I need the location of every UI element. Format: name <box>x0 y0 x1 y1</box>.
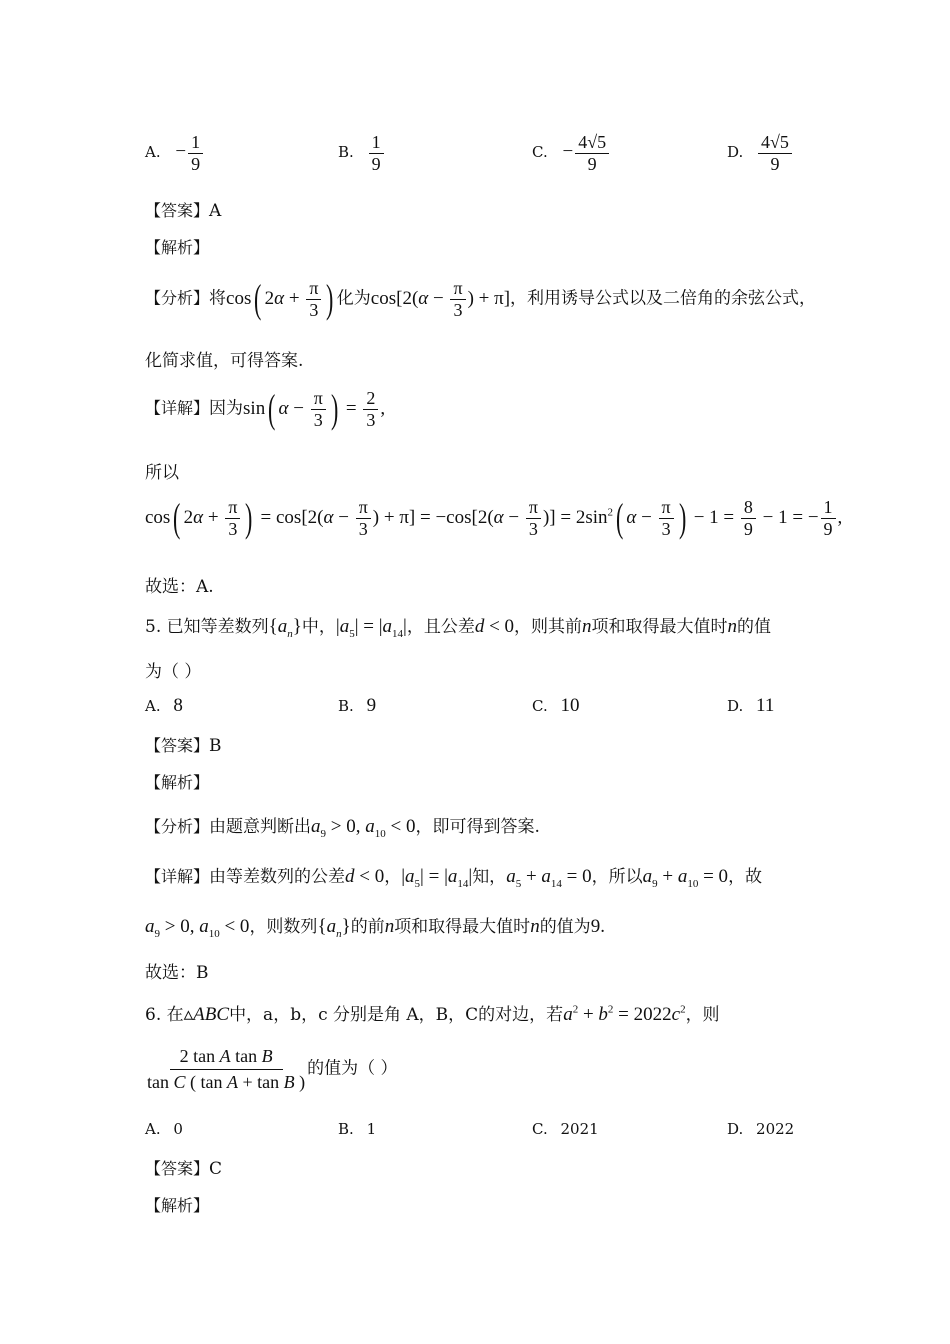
text: 所以 <box>145 463 179 483</box>
q5-option-b <box>338 695 376 717</box>
q4-option-d <box>727 132 794 174</box>
math: d < 0 <box>474 616 515 637</box>
q5-detail <box>145 862 762 890</box>
text: 6. 在 <box>145 1005 184 1025</box>
q4-fenxi-line2 <box>145 346 303 371</box>
q6-answer <box>145 1156 222 1179</box>
q4-option-b <box>338 132 386 174</box>
option-value: 1 <box>366 1120 377 1138</box>
option-sign: − <box>562 141 574 163</box>
option-letter: A. <box>145 697 161 715</box>
q6-option-a <box>145 1120 183 1138</box>
math: sin( α − $\frac{\pi}{3}$ ) = $\frac{2}{3}$ , <box>243 386 386 432</box>
text: 故选：A. <box>145 577 214 597</box>
math: n <box>530 916 540 937</box>
analysis-tag: 【解析】 <box>145 1196 210 1215</box>
option-letter: D. <box>727 143 744 162</box>
text: 由题意判断出 <box>209 817 312 837</box>
numerator: 1 <box>188 132 203 154</box>
q5-option-d <box>727 695 774 717</box>
q6-option-c <box>532 1120 599 1138</box>
denominator: 9 <box>587 153 597 174</box>
option-letter: D. <box>727 697 744 715</box>
text: 中，a，b，c 分别是角 A，B，C的对边，若 <box>229 1005 564 1025</box>
option-letter: C. <box>532 143 548 162</box>
text: 故选：B <box>145 963 209 983</box>
text: 项和取得最大值时 <box>591 617 728 637</box>
math: $a_9 > 0$, $a_{10} < 0$ <box>311 816 416 840</box>
option-fraction <box>188 132 203 174</box>
text: ，且公差 <box>406 617 475 637</box>
math: cos( 2α + $\frac{\pi}{3}$ ) <box>226 276 334 322</box>
text: 的值为 <box>539 917 591 937</box>
fenxi-tag: 【分析】 <box>145 817 210 836</box>
q5-stem <box>145 612 771 640</box>
q4-option-c <box>532 132 611 174</box>
numerator: 4√5 <box>575 132 609 154</box>
text: 的前 <box>350 917 385 937</box>
text: 将 <box>209 288 227 309</box>
math: d < 0 <box>345 866 385 887</box>
text: 中， <box>301 617 336 637</box>
text: ，利用诱导公式以及二倍角的余弦公式， <box>510 288 817 309</box>
text: 化简求值，可得答案. <box>145 351 304 371</box>
math: $\{a_n\}$ <box>268 616 302 640</box>
math: n <box>727 616 738 637</box>
text: 知， <box>472 867 507 887</box>
text: ，则 <box>685 1005 720 1025</box>
math: ▵ABC <box>183 1004 230 1025</box>
text: 的值 <box>737 617 772 637</box>
q5-option-c <box>532 695 580 717</box>
q4-main-equation <box>145 497 842 539</box>
option-value: 8 <box>173 695 183 716</box>
q5-fenxi <box>145 812 540 840</box>
option-value: 2022 <box>756 1120 795 1138</box>
option-letter: D. <box>727 1120 744 1138</box>
q6-fraction: $\frac{\text{2 tan A tan B}}{\text{tan C ( tan A + tan B )}}$ <box>147 1046 306 1092</box>
option-letter: B. <box>338 1120 354 1138</box>
answer-value: C <box>209 1159 223 1179</box>
math: $\{a_n\}$ <box>317 916 351 940</box>
text: 由等差数列的公差 <box>209 867 346 887</box>
math: n <box>384 916 395 937</box>
math: $a^2 + b^2 = 2022c^2$ <box>563 1003 686 1025</box>
analysis-tag: 【解析】 <box>145 773 210 792</box>
math: cos( 2α + $\frac{\pi}{3}$ ) = cos[2(α − $\frac{\pi}{3}$ ) + π] = −cos[2(α − $\frac{\pi}{3}$ )] = $2\sin^2$( α − $\frac{\pi}{3}$ ) − 1 = $\frac{8}{9}$ − 1 = − $\frac{1}{9}$ , <box>145 495 843 541</box>
text: 为（ ） <box>145 662 202 682</box>
denominator: 9 <box>770 153 780 174</box>
answer-value: B <box>209 736 222 756</box>
option-value: 11 <box>756 695 775 716</box>
text: ，则数列 <box>249 917 318 937</box>
q4-fenxi <box>145 278 816 320</box>
q4-suoyi <box>145 458 179 483</box>
option-value: 2021 <box>560 1120 599 1138</box>
text: ，则其前 <box>514 617 583 637</box>
math: cos[2(α − $\frac{\pi}{3}$ ) + π] <box>370 278 511 320</box>
q4-choose <box>145 572 214 597</box>
option-value: 10 <box>560 695 580 716</box>
option-letter: A. <box>145 1120 161 1138</box>
option-value: 9 <box>366 695 377 716</box>
q5-stem-line2 <box>145 657 201 682</box>
answer-tag: 【答案】 <box>145 1159 210 1178</box>
q4-detail <box>145 388 385 430</box>
q5-analysis-heading <box>145 770 209 793</box>
text: ， <box>384 867 402 887</box>
option-sign: − <box>175 141 187 163</box>
q6-option-b <box>338 1120 376 1138</box>
option-fraction <box>575 132 609 174</box>
text: 的值为（ ） <box>307 1058 398 1079</box>
text: 因为 <box>209 398 244 419</box>
option-fraction <box>369 132 384 174</box>
math: $a_5 + a_{14} = 0$ <box>506 866 592 890</box>
option-letter: C. <box>532 697 548 715</box>
numerator: 1 <box>369 132 384 154</box>
option-value: 0 <box>173 1120 183 1138</box>
answer-tag: 【答案】 <box>145 736 210 755</box>
denominator: 9 <box>371 153 381 174</box>
text: ，所以 <box>591 867 643 887</box>
detail-tag: 【详解】 <box>145 867 210 886</box>
math: $a_9 + a_{10} = 0$ <box>642 866 729 890</box>
math: n <box>582 616 592 637</box>
math: $a_9 > 0$, $a_{10} < 0$ <box>145 916 250 940</box>
denominator: 9 <box>191 153 201 174</box>
option-letter: B. <box>338 143 354 162</box>
math: $|a_5| = |a_{14}|$ <box>335 616 407 640</box>
q4-option-a <box>145 132 205 174</box>
q5-answer <box>145 733 222 756</box>
q6-stem-line2 <box>145 1046 398 1092</box>
q6-analysis-heading <box>145 1193 209 1216</box>
fenxi-tag: 【分析】 <box>145 288 210 308</box>
q4-analysis-heading <box>145 235 209 258</box>
analysis-tag: 【解析】 <box>145 238 210 257</box>
math: 9. <box>590 916 605 937</box>
q6-option-d <box>727 1120 794 1138</box>
numerator: 4√5 <box>758 132 792 154</box>
text: 项和取得最大值时 <box>394 917 531 937</box>
answer-tag: 【答案】 <box>145 201 210 220</box>
option-letter: A. <box>145 143 161 162</box>
option-letter: B. <box>338 697 354 715</box>
text: ，故 <box>728 867 763 887</box>
q4-answer <box>145 198 221 221</box>
q6-stem <box>145 1000 720 1026</box>
text: 化为 <box>336 288 371 309</box>
q5-option-a <box>145 695 183 717</box>
answer-value: A <box>209 201 222 221</box>
q5-detail-line2 <box>145 912 605 940</box>
option-fraction <box>758 132 792 174</box>
q5-choose <box>145 958 209 983</box>
option-letter: C. <box>532 1120 548 1138</box>
detail-tag: 【详解】 <box>145 398 210 418</box>
text: ，即可得到答案. <box>415 817 540 837</box>
math: $|a_5| = |a_{14}|$ <box>401 866 473 890</box>
text: 5. 已知等差数列 <box>145 617 269 637</box>
